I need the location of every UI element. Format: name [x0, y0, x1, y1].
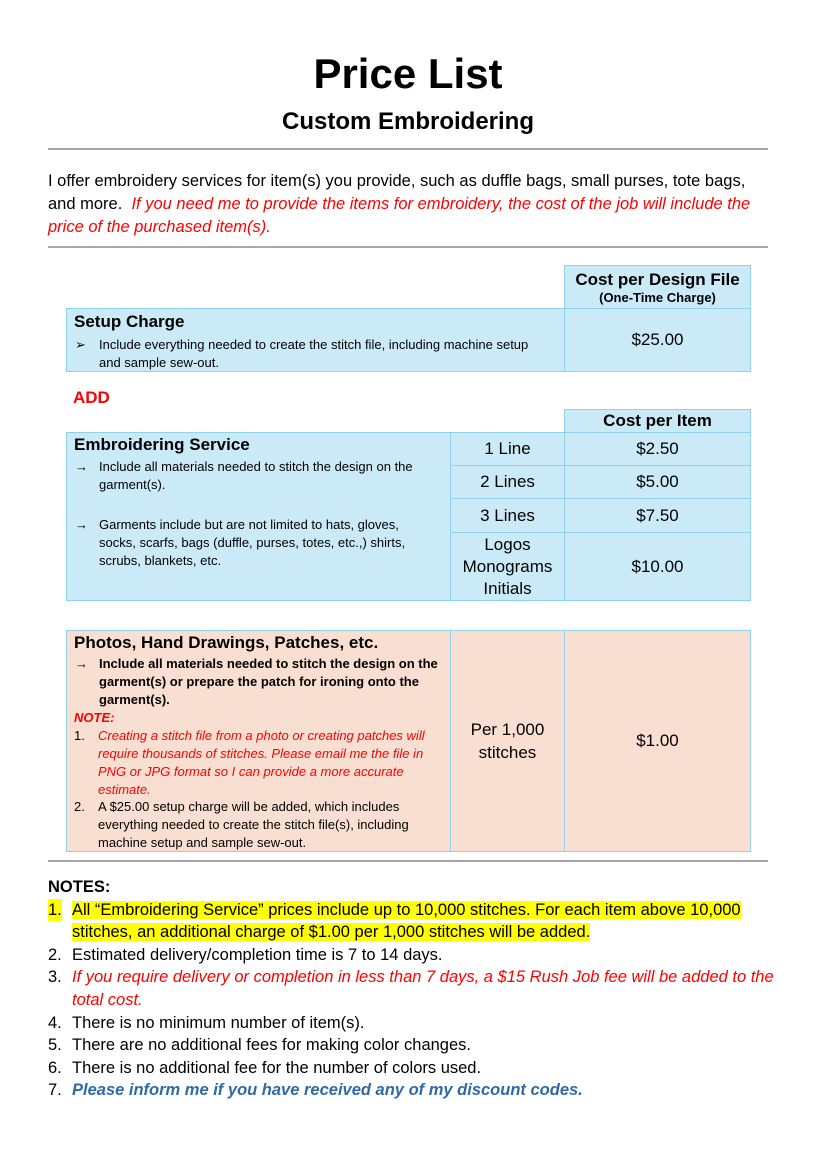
- setup-price: $25.00: [564, 308, 751, 372]
- note-item: 7. Please inform me if you have received any of my discount codes.: [48, 1079, 778, 1102]
- note-item: 4. There is no minimum number of item(s).: [48, 1012, 778, 1035]
- arrow-right-icon: →: [75, 459, 88, 474]
- note-number: 5.: [48, 1036, 62, 1055]
- notes-section: [48, 876, 778, 1102]
- setup-title: Setup Charge: [74, 312, 185, 331]
- arrowhead-bullet-icon: ➢: [75, 337, 86, 352]
- page-title: Price List: [313, 50, 503, 97]
- note-item: 3. If you require delivery or completion in less than 7 days, a $15 Rush Job fee will be added to the total cost.: [48, 968, 774, 1009]
- setup-col-header-title: Cost per Design File: [575, 269, 740, 289]
- setup-col-header: [564, 265, 751, 309]
- note-number: 1.: [74, 728, 85, 743]
- note-item: 5. There are no additional fees for making color changes.: [48, 1034, 778, 1057]
- intro-paragraph: [48, 170, 772, 239]
- note-item: 2. Estimated delivery/completion time is 7 to 14 days.: [48, 944, 778, 967]
- intro-note: If you need me to provide the items for embroidery, the cost of the job will include the price of the purchased item(s).: [48, 195, 751, 236]
- note-number: 1.: [48, 899, 62, 922]
- photo-desc-cell: Photos, Hand Drawings, Patches, etc. → Include all materials needed to stitch the design on the garment(s) or prepare the patch for ironing onto the garment(s). NOTE: 1. Creating a stitch file from a photo or creating patches will require thousands of stitches. Please email me the file in PNG or JPG format so I can provide a more accurate estimate. 2. A $25.00 setup charge will be added, which includes everything needed to create the stitch file(s), including machine setup and sample sew-out.: [66, 630, 451, 852]
- service-row-price: $7.50: [564, 498, 751, 533]
- add-label: ADD: [73, 388, 110, 407]
- note-item: 6. There is no additional fee for the number of colors used.: [48, 1057, 778, 1080]
- note-number: 2.: [48, 945, 62, 964]
- service-title: Embroidering Service: [74, 435, 250, 454]
- service-row-price: $2.50: [564, 432, 751, 466]
- service-row-label: 2 Lines: [450, 465, 565, 499]
- arrow-right-icon: →: [75, 656, 88, 671]
- photo-price: $1.00: [564, 630, 751, 852]
- setup-desc-cell: Setup Charge ➢ Include everything needed to create the stitch file, including machine setup and sample sew-out.: [66, 308, 565, 372]
- service-row-price: $5.00: [564, 465, 751, 499]
- photo-unit: Per 1,000 stitches: [450, 630, 565, 852]
- service-row-label: Logos Monograms Initials: [450, 532, 565, 601]
- intro-text: I offer embroidery services for item(s) you provide, such as duffle bags, small purses, tote bags, and more.: [48, 172, 746, 213]
- divider: [48, 860, 768, 862]
- photo-note-label: NOTE:: [74, 710, 115, 725]
- service-row-label: 1 Line: [450, 432, 565, 466]
- setup-col-header-sub: (One-Time Charge): [599, 289, 716, 305]
- note-number: 6.: [48, 1058, 62, 1077]
- note-number: 2.: [74, 799, 85, 814]
- note-number: 7.: [48, 1081, 62, 1100]
- service-row-label: 3 Lines: [450, 498, 565, 533]
- note-number: 4.: [48, 1013, 62, 1032]
- page-subtitle: Custom Embroidering: [281, 108, 534, 135]
- service-col-header: Cost per Item: [564, 409, 751, 433]
- divider: [48, 148, 768, 150]
- note-item: 1. All “Embroidering Service” prices include up to 10,000 stitches. For each item above 10,000 stitches, an additional charge of $1.00 per 1,000 stitches will be added.: [48, 900, 741, 942]
- photo-title: Photos, Hand Drawings, Patches, etc.: [74, 633, 379, 652]
- service-desc-cell: Embroidering Service → Include all materials needed to stitch the design on the garment(s). → Garments include but are not limited to hats, gloves, socks, scarfs, bags (duffle, purses, totes, etc.,) shirts, scrubs, blankets, etc.: [66, 432, 451, 601]
- notes-heading: NOTES:: [48, 878, 111, 896]
- arrow-right-icon: →: [75, 517, 88, 532]
- divider: [48, 246, 768, 248]
- service-row-price: $10.00: [564, 532, 751, 601]
- note-number: 3.: [48, 968, 62, 987]
